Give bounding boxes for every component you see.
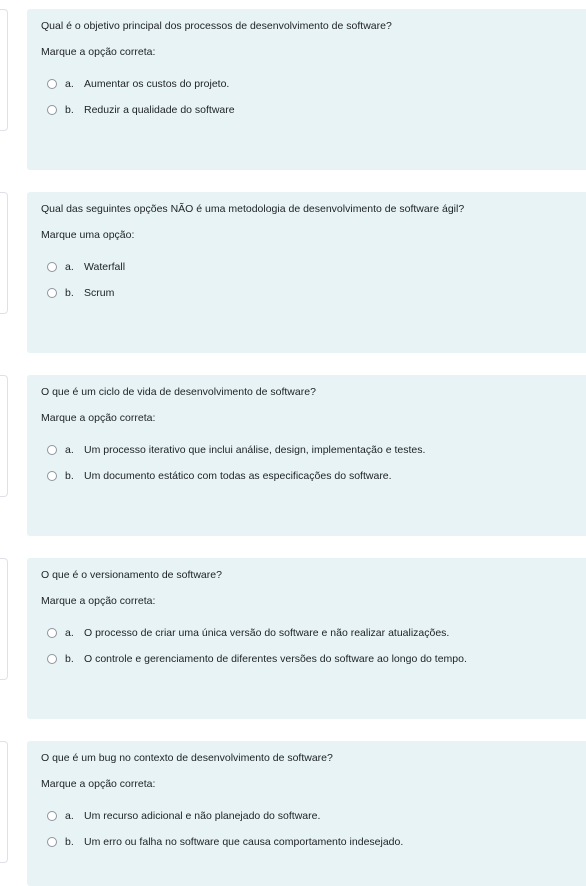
answer-options [41,443,572,483]
radio-button-icon[interactable] [47,471,57,481]
question-text: Qual das seguintes opções NÃO é uma metodologia de desenvolvimento de software ágil? [41,203,465,215]
radio-button-icon[interactable] [47,262,57,272]
option-b[interactable] [41,835,572,849]
option-letter: a. [65,627,74,639]
question-prompt: Marque a opção correta: [41,46,156,58]
option-label[interactable]: O processo de criar uma única versão do software e não realizar atualizações. [84,627,450,639]
question-card [27,375,586,536]
option-label[interactable]: Reduzir a qualidade do software [84,104,235,116]
radio-button-icon[interactable] [47,79,57,89]
option-label[interactable]: O controle e gerenciamento de diferentes versões do software ao longo do tempo. [84,653,467,665]
question-card [27,741,586,886]
answer-options [41,77,572,117]
option-b[interactable] [41,469,572,483]
option-b[interactable] [41,286,572,300]
radio-button-icon[interactable] [47,445,57,455]
question-4 [0,558,586,719]
question-card [27,192,586,353]
question-text: O que é o versionamento de software? [41,569,222,581]
option-a[interactable] [41,809,572,823]
radio-button-icon[interactable] [47,654,57,664]
question-card [27,558,586,719]
radio-button-icon[interactable] [47,837,57,847]
question-info-panel [0,375,8,497]
question-card [27,9,586,170]
radio-button-icon[interactable] [47,811,57,821]
option-letter: b. [65,836,74,848]
radio-button-icon[interactable] [47,288,57,298]
option-letter: a. [65,444,74,456]
option-a[interactable] [41,443,572,457]
question-prompt: Marque a opção correta: [41,412,156,424]
option-a[interactable] [41,77,572,91]
question-prompt: Marque a opção correta: [41,778,156,790]
option-letter: a. [65,810,74,822]
question-text: Qual é o objetivo principal dos processos de desenvolvimento de software? [41,20,392,32]
option-label[interactable]: Aumentar os custos do projeto. [84,78,230,90]
option-a[interactable] [41,626,572,640]
question-text: O que é um bug no contexto de desenvolvimento de software? [41,752,333,764]
answer-options [41,260,572,300]
question-1 [0,9,586,170]
radio-button-icon[interactable] [47,105,57,115]
question-info-panel [0,741,8,863]
option-b[interactable] [41,652,572,666]
option-letter: b. [65,104,74,116]
question-info-panel [0,192,8,314]
question-2 [0,192,586,353]
option-label[interactable]: Um processo iterativo que inclui análise, design, implementação e testes. [84,444,426,456]
radio-button-icon[interactable] [47,628,57,638]
option-label[interactable]: Um erro ou falha no software que causa comportamento indesejado. [84,836,404,848]
question-info-panel [0,558,8,680]
question-info-panel [0,9,8,131]
option-letter: a. [65,261,74,273]
option-letter: a. [65,78,74,90]
option-label[interactable]: Um documento estático com todas as especificações do software. [84,470,392,482]
option-letter: b. [65,287,74,299]
option-b[interactable] [41,103,572,117]
option-label[interactable]: Um recurso adicional e não planejado do software. [84,810,321,822]
answer-options [41,626,572,666]
question-prompt: Marque a opção correta: [41,595,156,607]
option-letter: b. [65,470,74,482]
option-a[interactable] [41,260,572,274]
option-letter: b. [65,653,74,665]
answer-options [41,809,572,849]
question-prompt: Marque uma opção: [41,229,135,241]
question-3 [0,375,586,536]
option-label[interactable]: Waterfall [84,261,126,273]
question-5 [0,741,586,886]
question-text: O que é um ciclo de vida de desenvolvimento de software? [41,386,316,398]
option-label[interactable]: Scrum [84,287,115,299]
